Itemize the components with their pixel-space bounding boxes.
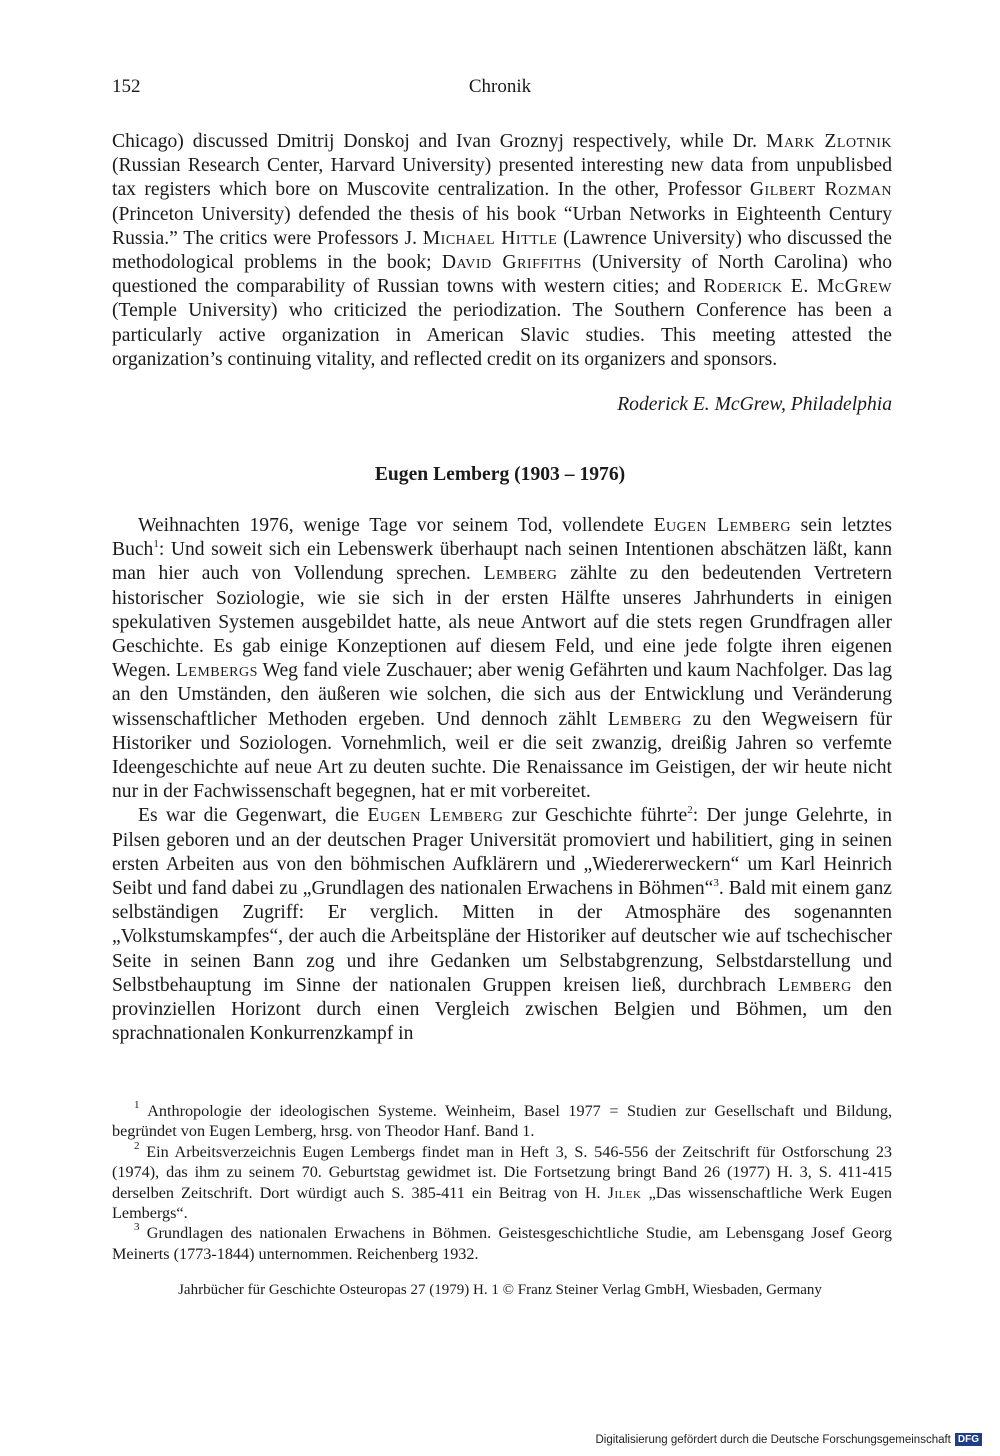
author-signature: Roderick E. McGrew, Philadelphia xyxy=(617,394,892,415)
page-number: 152 xyxy=(112,76,141,97)
person-name: Roderick E. McGrew xyxy=(703,276,893,298)
footnote: $^3$ Grundlagen des nationalen Erwachens in Böhmen. Geistesgeschichtliche Studie, am Lebensgang Josef Georg Meinerts (1773-1844) unternommen. Reichenberg 1932. xyxy=(112,1221,892,1263)
person-name: Gilbert Rozman xyxy=(749,179,892,201)
person-name: Lemberg xyxy=(777,974,852,996)
person-name: Michael Hittle xyxy=(422,227,558,249)
section-title: Eugen Lemberg (1903 – 1976) xyxy=(374,464,626,485)
digitization-footer xyxy=(595,1433,982,1446)
footnote-ref: 2 xyxy=(687,804,693,817)
person-name: Lemberg xyxy=(483,563,558,585)
footnote-ref: 3 xyxy=(713,877,719,890)
digitization-note: Digitalisierung gefördert durch die Deutsche Forschungsgemeinschaft xyxy=(595,1433,951,1446)
person-name: Jilek xyxy=(607,1183,642,1202)
journal-imprint: Jahrbücher für Geschichte Osteuropas 27 (1979) H. 1 © Franz Steiner Verlag GmbH, Wiesbaden, Germany xyxy=(178,1282,822,1298)
footnotes xyxy=(112,1101,892,1264)
footnote-ref: 1 xyxy=(153,538,159,551)
person-name: Mark Zlotnik xyxy=(766,131,892,152)
person-name: David Griffiths xyxy=(441,252,582,274)
paragraph: Es war die Gegenwart, die Eugen Lemberg zur Geschichte führte$^2$: Der junge Gelehrte, in Pilsen geboren und an der deutschen Prager Universität promoviert und habilitiert, ging in seinen ersten Arbeiten aus von den böhmischen Aufklärern und „Wiedererweckern“ um Karl Heinrich Seibt und fand dabei zu „Grundlagen des nationalen Erwachens in Böhmen“$^3$. Bald mit einem ganz selbständigen Zugriff: Er verglich. Mitten in der Atmosphäre des sogenannten „Volkstumskampfes“, der auch die Arbeitspläne der Historiker auf deutscher wie auf tschechischer Seite in seinen Bann zog und ihre Gedanken um Selbstabgrenzung, Selbstdarstellung und Selbstbehauptung im Sinne der nationalen Gruppen kreisen ließ, durchbrach Lemberg den provinziellen Horizont durch einen Vergleich zwischen Belgien und Böhmen, um den sprachnationalen Konkurrenzkampf in xyxy=(112,804,893,1045)
dfg-logo: DFG xyxy=(955,1433,982,1446)
running-head: Chronik xyxy=(468,76,532,97)
footnote: $^2$ Ein Arbeitsverzeichnis Eugen Lembergs findet man in Heft 3, S. 546-556 der Zeitschrift für Ostforschung 23 (1974), das ihm zu seinem 70. Geburtstag gewidmet ist. Die Fortsetzung bringt Band 26 (1977) H. 3, S. 411-415 derselben Zeitschrift. Dort würdigt auch S. 385-411 ein Beitrag von H. Jilek „Das wissenschaftliche Werk Eugen Lembergs“. xyxy=(112,1139,893,1223)
previous-article-text xyxy=(112,130,892,372)
person-name: Lembergs xyxy=(175,660,258,682)
footnote: $^1$ Anthropologie der ideologischen Systeme. Weinheim, Basel 1977 = Studien zur Gesellschaft und Bildung, begründet von Eugen Lemberg, hrsg. von Theodor Hanf. Band 1. xyxy=(112,1099,892,1141)
paragraph: Chicago) discussed Dmitrij Donskoj and Ivan Groznyj respectively, while Dr. Mark Zlotnik (Russian Research Center, Harvard University) presented interesting new data from unpublisbed tax registers which bore on Muscovite centralization. In the other, Professor Gilbert Rozman (Princeton University) defended the thesis of his book “Urban Networks in Eighteenth Century Russia.” The critics were Professors J. Michael Hittle (Lawrence University) who discussed the methodological problems in the book; David Griffiths (University of North Carolina) who questioned the comparability of Russian towns with western cities; and Roderick E. McGrew (Temple University) who criticized the periodization. The Southern Conference has been a particularly active organization in American Slavic studies. This meeting attested the organization’s continuing vitality, and reflected credit on its organizers and sponsors. xyxy=(112,131,893,370)
person-name: Eugen Lemberg xyxy=(367,805,504,827)
paragraph: Weihnachten 1976, wenige Tage vor seinem Tod, vollendete Eugen Lemberg sein letztes Buch$^1$: Und soweit sich ein Lebenswerk überhaupt nach seinen Intentionen abschätzen läßt, kann man hier auch von Vollendung sprechen. Lemberg zählte zu den bedeutenden Vertretern historischer Soziologie, wie sie sich in der ersten Hälfte unseres Jahrhunderts in einigen spekulativen Systemen ausgebildet hatte, als neue Antwort auf die stets regen Grundfragen aller Geschichte. Es gab einige Konzeptionen auf diesem Feld, und eine jede folgte ihren eigenen Wegen. Lembergs Weg fand viele Zuschauer; aber wenig Gefährten und kaum Nachfolger. Das lag an den Umständen, den äußeren wie solchen, die sich aus der Entwicklung und Veränderung wissenschaftlicher Methoden ergeben. Und dennoch zählt Lemberg zu den Wegweisern für Historiker und Soziologen. Vornehmlich, weil er die seit zwanzig, dreißig Jahren so verfemte Ideengeschichte auf neue Art zu deuten suchte. Die Renaissance im Geistigen, der wir heute nicht nur in der Fachwissenschaft begegnen, hat er mit vorbereitet. xyxy=(112,515,892,803)
article-body xyxy=(112,514,892,1046)
person-name: Lemberg xyxy=(607,708,682,730)
person-name: Eugen Lemberg xyxy=(653,515,791,536)
